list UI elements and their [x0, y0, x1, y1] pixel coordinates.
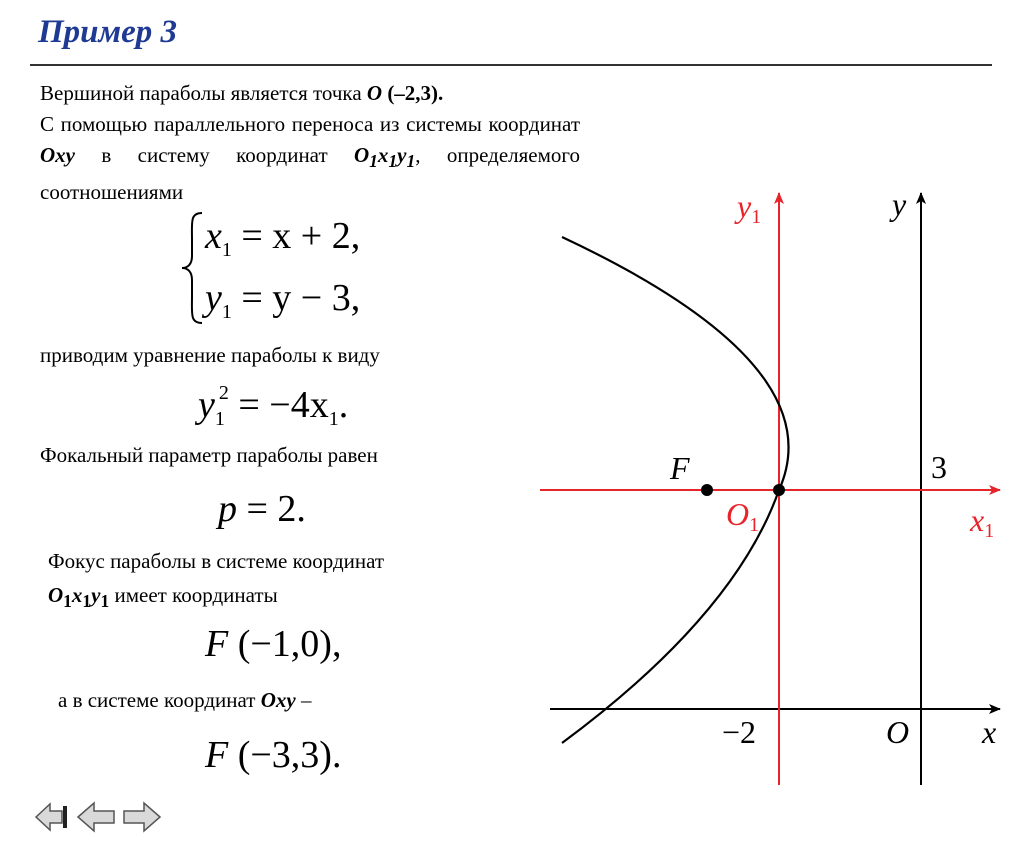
intro-part2: С помощью параллельного переноса из системы координат	[40, 112, 580, 136]
focus-new-coords: F (−1,0),	[205, 623, 342, 665]
new-system-name: $O_1x_1y_1$	[354, 143, 416, 172]
intro-part3: в систему координат	[75, 143, 354, 167]
vertex-point	[773, 484, 785, 496]
label-x1: x1	[970, 502, 995, 542]
label-F: F	[670, 450, 690, 486]
intro-part1: Вершиной параболы является точка	[40, 81, 367, 105]
focus-text-2: $O_1x_1y_1$ имеет координаты	[48, 583, 278, 612]
label-O: O	[886, 714, 910, 750]
system-line-1: $x_1 = x + 2$,	[205, 215, 361, 261]
intro-part4: , определяемого соотношениями	[40, 143, 580, 205]
system-brace	[178, 210, 208, 326]
reduce-text: приводим уравнение параболы к виду	[40, 343, 380, 367]
p-formula: p = 2.	[218, 488, 306, 530]
system-line-2: $y_1 = y - 3$,	[205, 277, 361, 323]
label-y: y	[892, 186, 907, 222]
focus-old-coords: F (−3,3).	[205, 734, 342, 776]
old-system-name: Oxy	[40, 143, 75, 167]
label-minus2: −2	[722, 714, 757, 750]
title-divider	[30, 64, 992, 66]
back-to-start-icon[interactable]	[26, 800, 70, 834]
label-3: 3	[931, 449, 947, 485]
old-system-text: а в системе координат Oxy –	[58, 688, 312, 712]
label-x: x	[982, 714, 997, 750]
back-arrow-icon[interactable]	[74, 800, 118, 834]
label-O1: O1	[726, 496, 760, 536]
focal-text: Фокальный параметр параболы равен	[40, 443, 378, 467]
forward-arrow-icon[interactable]	[120, 800, 164, 834]
focus-point	[701, 484, 713, 496]
parabola-graph	[540, 175, 1024, 795]
vertex-coords: (–2,3).	[382, 81, 444, 105]
slide-title: Пример 3	[38, 14, 178, 50]
vertex-name: O	[366, 81, 383, 105]
intro-paragraph	[40, 78, 580, 208]
canonical-equation: $y_1^2 = -4x_1$.	[198, 382, 349, 430]
focus-text-1: Фокус параболы в системе координат	[48, 549, 385, 573]
label-y1: y1	[737, 188, 762, 228]
